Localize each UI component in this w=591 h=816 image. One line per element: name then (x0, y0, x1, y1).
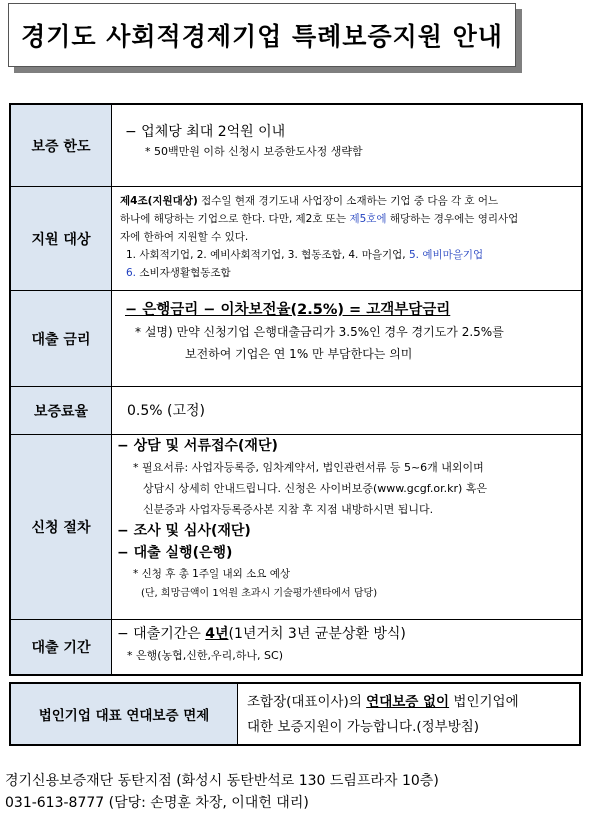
joint-line-2: 대한 보증지원이 가능합니다.(정부방침) (247, 719, 480, 735)
joint-line-1a: 조합장(대표이사)의 (247, 694, 367, 710)
step-consult-note-1: * 필요서류: 사업자등록증, 임차계약서, 법인관련서류 등 5~6개 내외이며 (133, 461, 484, 474)
title-box (8, 3, 516, 67)
row-rate (11, 291, 581, 387)
target-line-1-text: 접수일 현재 경기도내 사업장이 소재하는 기업 중 다음 각 호 어느 (197, 195, 499, 207)
row-label-target: 지원 대상 (11, 187, 112, 290)
step-loan: − 대출 실행(은행) (117, 545, 233, 561)
page-title: 경기도 사회적경제기업 특례보증지원 안내 (21, 22, 503, 51)
row-label-limit: 보증 한도 (11, 105, 112, 186)
joint-line-1 (247, 690, 569, 715)
target-line-4 (120, 246, 573, 264)
step-loan-note-1: * 신청 후 총 1주일 내외 소요 예상 (133, 568, 291, 580)
target-line-4a: 1. 사회적기업, 2. 예비사회적기업, 3. 협동조합, 4. 마을기업, (126, 249, 409, 261)
target-line-2-blue: 제5호에 (349, 213, 387, 225)
row-label-fee: 보증료율 (11, 387, 112, 434)
row-content-target (111, 187, 581, 290)
step-loan-note-2: (단, 희망금액이 1억원 초과시 기술평가센타에서 담당) (141, 588, 378, 599)
period-banks: * 은행(농협,신한,우리,하나, SC) (127, 649, 283, 662)
target-line-4-blue: 5. 예비마을기업 (408, 249, 484, 261)
target-article: 제4조(지원대상) (120, 195, 198, 207)
row-content-procedure (111, 435, 581, 619)
fee-value: 0.5% (고정) (127, 402, 205, 419)
footer-phone: 031-613-8777 (담당: 손명훈 차장, 이대헌 대리) (5, 795, 309, 811)
limit-note: * 50백만원 이하 신청시 보증한도사정 생략함 (145, 145, 363, 158)
footer-contact (5, 770, 439, 814)
step-consult: − 상담 및 서류접수(재단) (117, 438, 278, 454)
joint-guarantee-label: 법인기업 대표 연대보증 면제 (11, 684, 238, 744)
rate-note-1: * 설명) 만약 신청기업 은행대출금리가 3.5%인 경우 경기도가 2.5%를 (135, 325, 504, 339)
target-line-2b: 해당하는 경우에는 영리사업 (386, 213, 519, 225)
row-content-limit (111, 105, 581, 186)
target-line-2a: 하나에 해당하는 기업으로 한다. 다만, 제2호 또는 (120, 213, 350, 225)
row-label-rate: 대출 금리 (11, 291, 112, 386)
limit-line: − 업체당 최대 2억원 이내 (125, 124, 286, 140)
row-target (11, 187, 581, 291)
row-limit (11, 105, 581, 187)
period-years: 4년 (205, 626, 229, 642)
rate-note-2: 보전하여 기업은 연 1% 만 부담한다는 의미 (185, 347, 413, 361)
row-content-rate (111, 291, 581, 386)
target-line-1 (120, 192, 573, 210)
target-line-5-text: 소비자생활협동조합 (136, 267, 231, 279)
joint-no-guarantee: 연대보증 없이 (366, 694, 450, 710)
row-content-fee (111, 387, 581, 434)
target-line-5 (120, 264, 573, 282)
target-line-5-blue: 6. (126, 267, 137, 279)
row-fee (11, 387, 581, 435)
info-table (9, 103, 583, 676)
joint-guarantee-content (237, 684, 579, 744)
row-period (11, 620, 581, 674)
step-consult-note-3: 신분증과 사업자등록증사본 지참 후 지점 내방하시면 됩니다. (143, 503, 434, 516)
period-line (117, 623, 573, 645)
period-method: (1년거치 3년 균분상환 방식) (228, 626, 406, 642)
joint-guarantee-box (9, 682, 581, 746)
target-line-2 (120, 210, 573, 228)
rate-formula: − 은행금리 − 이차보전율(2.5%) = 고객부담금리 (125, 302, 451, 318)
target-line-3: 자에 한하여 지원할 수 있다. (120, 231, 249, 243)
row-label-period: 대출 기간 (11, 620, 112, 674)
step-review: − 조사 및 심사(재단) (117, 523, 251, 539)
row-content-period (111, 620, 581, 674)
row-label-procedure: 신청 절차 (11, 435, 112, 619)
step-consult-note-2: 상담시 상세히 안내드립니다. 신청은 사이버보증(www.gcgf.or.kr) 혹은 (143, 482, 488, 495)
row-procedure (11, 435, 581, 620)
joint-line-1b: 법인기업에 (449, 694, 519, 710)
period-prefix: − 대출기간은 (117, 626, 206, 642)
footer-address: 경기신용보증재단 동탄지점 (화성시 동탄반석로 130 드림프라자 10층) (5, 773, 439, 789)
